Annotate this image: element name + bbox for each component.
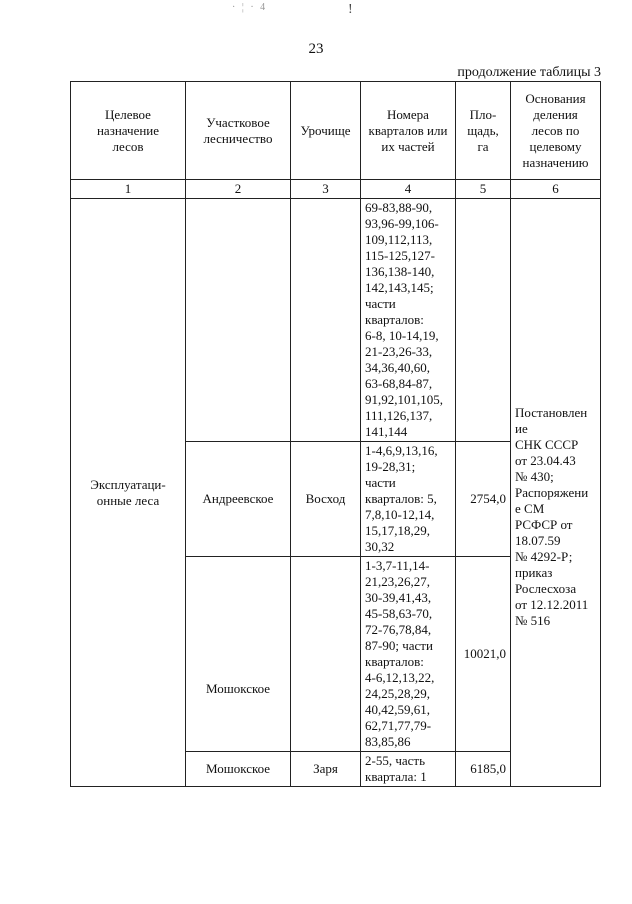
area-cell: 2754,0: [456, 442, 511, 557]
district-cell: [186, 199, 291, 442]
quarters-cell: 2-55, часть квартала: 1: [361, 752, 456, 787]
column-number: 1: [71, 180, 186, 199]
header-district: Участковое лесничество: [186, 82, 291, 180]
quarters-cell: 69-83,88-90, 93,96-99,106- 109,112,113, 115-125,127- 136,138-140, 142,143,145; части кварталов: 6-8, 10-14,19, 21-23,26-33, 34,36,40,60, 63-68,84-87, 91,92,101,105, 111,126,137, 141,144: [361, 199, 456, 442]
quarters-cell: 1-4,6,9,13,16, 19-28,31; части кварталов: 5, 7,8,10-12,14, 15,17,18,29, 30,32: [361, 442, 456, 557]
column-number: 5: [456, 180, 511, 199]
column-number: 4: [361, 180, 456, 199]
tract-cell: Восход: [291, 442, 361, 557]
header-basis: Основания деления лесов по целевому назначению: [511, 82, 601, 180]
district-cell: Андреевское: [186, 442, 291, 557]
basis-cell: Постановлен ие СНК СССР от 23.04.43 № 430; Распоряжени е СМ РСФСР от 18.07.59 № 4292-Р; приказ Рослесхоза от 12.12.2011 № 516: [511, 199, 601, 787]
column-number: 2: [186, 180, 291, 199]
header-purpose: Целевое назначение лесов: [71, 82, 186, 180]
column-number: 6: [511, 180, 601, 199]
column-number: 3: [291, 180, 361, 199]
table-continuation-label: продолжение таблицы 3: [457, 65, 601, 80]
page-number: 23: [308, 41, 324, 57]
table-row: [71, 199, 601, 442]
district-cell: Мошокское: [186, 557, 291, 752]
tract-cell: [291, 199, 361, 442]
area-cell: 10021,0: [456, 557, 511, 752]
quarters-cell: 1-3,7-11,14- 21,23,26,27, 30-39,41,43, 45-58,63-70, 72-76,78,84, 87-90; части кварталов: 4-6,12,13,22, 24,25,28,29, 40,42,59,61, 62,71,77,79- 83,85,86: [361, 557, 456, 752]
area-cell: 6185,0: [456, 752, 511, 787]
header-tract: Урочище: [291, 82, 361, 180]
forest-purpose-cell: Эксплуатаци- онные леса: [71, 199, 186, 787]
tract-cell: Заря: [291, 752, 361, 787]
area-cell: [456, 199, 511, 442]
district-cell: Мошокское: [186, 752, 291, 787]
forest-purpose-table: [70, 81, 601, 787]
tract-cell: [291, 557, 361, 752]
column-number-row: [71, 180, 601, 199]
header-quarters: Номера кварталов или их частей: [361, 82, 456, 180]
scan-mark: !: [348, 2, 353, 17]
header-area: Пло- щадь, га: [456, 82, 511, 180]
scan-specks: · ¦ · 4: [232, 2, 268, 13]
header-row: [71, 82, 601, 180]
